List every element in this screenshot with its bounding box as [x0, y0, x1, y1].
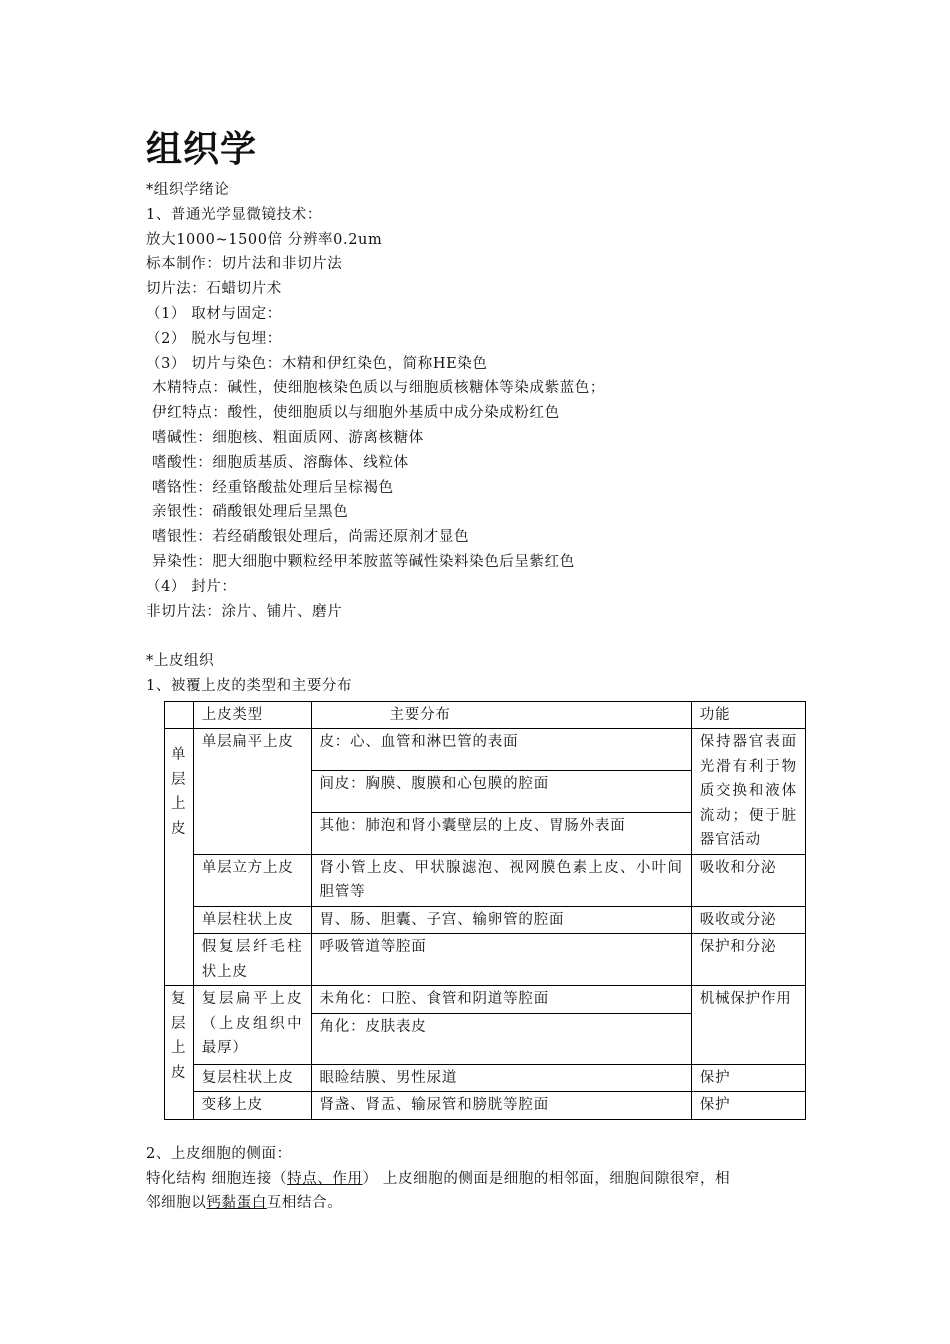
intro-line: 1、普通光学显微镜技术： [146, 206, 322, 223]
table-row [165, 1064, 806, 1092]
intro-line: 非切片法：涂片、铺片、磨片 [146, 603, 343, 620]
step-line: （1） 取材与固定： [146, 305, 282, 322]
stain-line: 嗜银性：若经硝酸银处理后，尚需还原剂才显色 [152, 529, 470, 546]
step-line: （2） 脱水与包埋： [146, 330, 282, 347]
stain-line: 亲银性：硝酸银处理后呈黑色 [152, 504, 349, 521]
spacer [146, 624, 806, 649]
category-cell: 单层上皮 [165, 729, 194, 986]
distribution-cell: 肾小管上皮、甲状腺滤泡、视网膜色素上皮、小叶间胆管等 [311, 854, 691, 906]
stain-line: 伊红特点：酸性，使细胞质以与细胞外基质中成分染成粉红色 [152, 405, 560, 422]
paragraph-line [146, 1191, 806, 1216]
distribution-cell: 其他：肺泡和肾小囊壁层的上皮、胃肠外表面 [311, 812, 691, 854]
stain-line: 异染性：肥大细胞中颗粒经甲苯胺蓝等碱性染料染色后呈紫红色 [152, 553, 575, 570]
type-cell: 变移上皮 [193, 1092, 311, 1120]
stain-line: 木精特点：碱性，使细胞核染色质以与细胞质核糖体等染成紫蓝色； [152, 380, 605, 397]
text-span: 邻细胞以 [146, 1195, 207, 1212]
epithelium-table [164, 701, 806, 1120]
type-cell: 假复层纤毛柱状上皮 [193, 934, 311, 986]
page-title: 组织学 [146, 129, 258, 170]
stain-line: 嗜碱性：细胞核、粗面质网、游离核糖体 [152, 429, 424, 446]
function-cell: 保护 [691, 1064, 805, 1092]
step-line: （3） 切片与染色：木精和伊红染色，简称HE染色 [146, 355, 488, 372]
type-cell: 单层立方上皮 [193, 854, 311, 906]
stain-line: 嗜酸性：细胞质基质、溶酶体、线粒体 [152, 454, 409, 471]
function-cell: 吸收和分泌 [691, 854, 805, 906]
paragraph-line [146, 1167, 806, 1192]
table-header: 上皮类型 [193, 701, 311, 729]
distribution-cell: 间皮：胸膜、腹膜和心包膜的腔面 [311, 771, 691, 813]
distribution-cell: 未角化：口腔、食管和阴道等腔面 [311, 986, 691, 1014]
intro-line: 标本制作：切片法和非切片法 [146, 256, 343, 273]
table-header: 主要分布 [311, 701, 691, 729]
document-page [146, 126, 806, 1216]
text-span: 特化结构 细胞连接（ [146, 1170, 288, 1187]
type-cell: 单层扁平上皮 [193, 729, 311, 855]
step-line: （4） 封片： [146, 578, 237, 595]
intro-line: 切片法：石蜡切片术 [146, 281, 282, 298]
type-cell: 复层柱状上皮 [193, 1064, 311, 1092]
type-cell: 单层柱状上皮 [193, 906, 311, 934]
distribution-cell: 呼吸管道等腔面 [311, 934, 691, 986]
table-row [165, 906, 806, 934]
table-row [165, 729, 806, 771]
distribution-cell: 眼睑结膜、男性尿道 [311, 1064, 691, 1092]
intro-heading: *组织学绪论 [146, 182, 230, 198]
section-subheading: 2、上皮细胞的侧面： [146, 1145, 292, 1162]
table-row [165, 934, 806, 986]
distribution-cell: 角化：皮肤表皮 [311, 1013, 691, 1064]
table-row [165, 854, 806, 906]
stain-line: 嗜铬性：经重铬酸盐处理后呈棕褐色 [152, 479, 394, 496]
table-header-row [165, 701, 806, 729]
underlined-term: 特点、作用 [287, 1170, 363, 1187]
lateral-section [146, 1142, 806, 1216]
function-cell: 保持器官表面光滑有利于物质交换和液体流动；便于脏器官活动 [691, 729, 805, 855]
function-cell: 保护 [691, 1092, 805, 1120]
distribution-cell: 胃、肠、胆囊、子宫、输卵管的腔面 [311, 906, 691, 934]
distribution-cell: 皮：心、血管和淋巴管的表面 [311, 729, 691, 771]
distribution-cell: 肾盏、肾盂、输尿管和膀胱等腔面 [311, 1092, 691, 1120]
function-cell: 机械保护作用 [691, 986, 805, 1065]
function-cell: 保护和分泌 [691, 934, 805, 986]
table-row [165, 986, 806, 1014]
table-corner [165, 701, 194, 729]
intro-line: 放大1000~1500倍 分辨率0.2um [146, 231, 383, 248]
text-span: 互相结合。 [266, 1195, 343, 1212]
type-cell: 复层扁平上皮（上皮组织中最厚） [193, 986, 311, 1065]
section-heading: *上皮组织 [146, 653, 215, 670]
text-span: ） 上皮细胞的侧面是细胞的相邻面，细胞间隙很窄，相 [362, 1170, 731, 1187]
table-row [165, 1092, 806, 1120]
table-header: 功能 [691, 701, 805, 729]
underlined-term: 钙黏蛋白 [206, 1195, 267, 1212]
category-cell: 复层上皮 [165, 986, 194, 1120]
function-cell: 吸收或分泌 [691, 906, 805, 934]
section-subheading: 1、被覆上皮的类型和主要分布 [146, 677, 353, 694]
